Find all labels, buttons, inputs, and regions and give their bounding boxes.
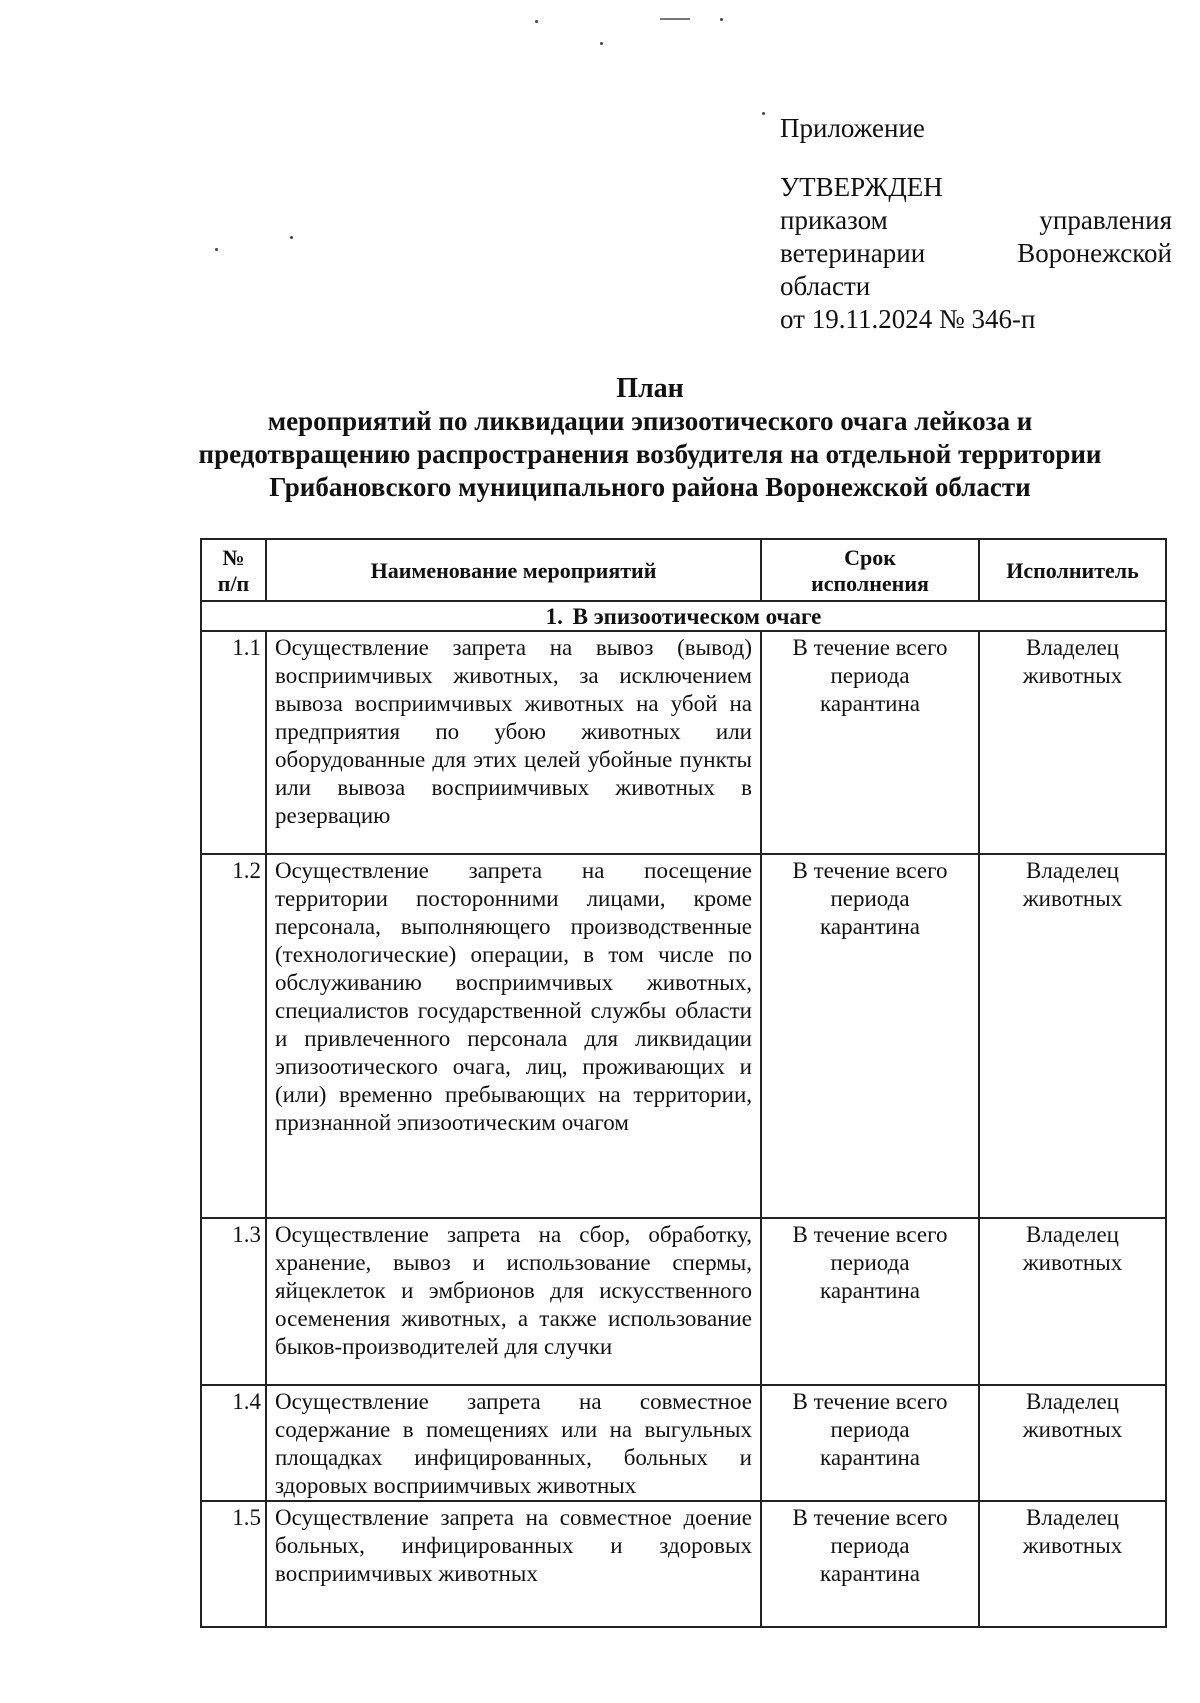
scan-speck [600, 42, 603, 45]
row-executor [979, 854, 1166, 1218]
row-executor-line: животных [1022, 1533, 1123, 1558]
table-row [201, 1218, 1166, 1385]
row-measure: Осуществление запрета на совместное доение больных, инфицированных и здоровых восприимчивых животных [266, 1501, 761, 1627]
section-number: 1. [545, 604, 563, 629]
row-executor [979, 1218, 1166, 1385]
row-term-line: В течение всего [792, 1222, 948, 1247]
table-row [201, 631, 1166, 854]
row-term-line: периода [830, 663, 910, 688]
approval-line-2-left: ветеринарии [780, 238, 926, 268]
approval-line-1 [780, 204, 1172, 237]
row-term-line: карантина [820, 1561, 920, 1586]
approval-line-1-right: управления [1039, 205, 1172, 235]
row-term-line: периода [830, 1533, 910, 1558]
row-term [761, 1218, 979, 1385]
title-line-1: мероприятий по ликвидации эпизоотического очага лейкоза и [267, 406, 1033, 436]
row-term [761, 631, 979, 854]
scan-speck [720, 18, 723, 21]
annex-label: Приложение [780, 113, 925, 143]
row-term-line: В течение всего [792, 858, 948, 883]
header-number-line-2: п/п [217, 571, 250, 596]
row-term [761, 1385, 979, 1501]
row-term-line: В течение всего [792, 1505, 948, 1530]
row-executor-line: животных [1022, 1250, 1123, 1275]
table-row [201, 854, 1166, 1218]
row-term [761, 1501, 979, 1627]
approved-label: УТВЕРЖДЕН [780, 172, 943, 202]
table-header-row [201, 539, 1166, 601]
title-line-2: предотвращению распространения возбудителя на отдельной территории [198, 439, 1102, 469]
row-term-line: карантина [820, 1445, 920, 1470]
row-executor-line: животных [1022, 1417, 1123, 1442]
row-measure: Осуществление запрета на посещение территории посторонними лицами, кроме персонала, выполняющего производственные (технологические) операции, в том числе по обслуживанию восприимчивых животных, специалистов государственной службы области и привлеченного персонала для ликвидации эпизоотического очага, лиц, проживающих и (или) временно пребывающих на территории, признанной эпизоотическим очагом [266, 854, 761, 1218]
approval-line-2-right: Воронежской [1017, 238, 1172, 268]
table-row [201, 1385, 1166, 1501]
header-name: Наименование мероприятий [266, 539, 761, 601]
row-executor [979, 1385, 1166, 1501]
row-term [761, 854, 979, 1218]
header-term-line-1: Срок [844, 545, 896, 570]
row-term-line: периода [830, 1250, 910, 1275]
table-row [201, 1501, 1166, 1627]
row-executor-line: Владелец [1026, 1222, 1119, 1247]
row-executor-line: Владелец [1026, 635, 1119, 660]
row-number: 1.3 [201, 1218, 266, 1385]
approval-line-3: области [780, 271, 871, 301]
scan-speck [215, 248, 218, 251]
row-executor-line: животных [1022, 663, 1123, 688]
row-term-line: карантина [820, 691, 920, 716]
plan-table [200, 538, 1167, 1628]
title-line-3: Грибановского муниципального района Воронежской области [269, 472, 1031, 502]
header-executor: Исполнитель [979, 539, 1166, 601]
scan-speck [290, 236, 293, 239]
row-executor-line: животных [1022, 886, 1123, 911]
row-number: 1.4 [201, 1385, 266, 1501]
header-number [201, 539, 266, 601]
approval-order-date: от 19.11.2024 № 346-п [780, 304, 1036, 334]
row-executor-line: Владелец [1026, 1389, 1119, 1414]
header-term-line-2: исполнения [811, 571, 929, 596]
approval-line-1-left: приказом [780, 205, 888, 235]
row-term-line: карантина [820, 1278, 920, 1303]
row-term-line: карантина [820, 914, 920, 939]
document-title [150, 372, 1150, 504]
header-number-line-1: № [222, 545, 245, 570]
row-executor-line: Владелец [1026, 1505, 1119, 1530]
row-term-line: В течение всего [792, 635, 948, 660]
row-executor [979, 1501, 1166, 1627]
row-measure: Осуществление запрета на вывоз (вывод) восприимчивых животных, за исключением вывоза восприимчивых животных на убой на предприятия по убою животных или оборудованные для этих целей убойные пункты или вывоза восприимчивых животных в резервацию [266, 631, 761, 854]
row-number: 1.2 [201, 854, 266, 1218]
scan-speck [762, 112, 765, 115]
section-title-text: В эпизоотическом очаге [572, 604, 822, 629]
approval-line-2 [780, 237, 1172, 270]
row-measure: Осуществление запрета на совместное содержание в помещениях или на выгульных площадках инфицированных, больных и здоровых восприимчивых животных [266, 1385, 761, 1501]
approval-block [780, 112, 1172, 336]
title-main: План [616, 373, 684, 404]
row-executor-line: Владелец [1026, 858, 1119, 883]
row-executor [979, 631, 1166, 854]
row-number: 1.1 [201, 631, 266, 854]
row-term-line: периода [830, 886, 910, 911]
row-term-line: В течение всего [792, 1389, 948, 1414]
scan-speck [660, 18, 690, 20]
section-title [201, 601, 1166, 631]
row-measure: Осуществление запрета на сбор, обработку, хранение, вывоз и использование спермы, яйцеклеток и эмбрионов для искусственного осеменения животных, а также использование быков-производителей для случки [266, 1218, 761, 1385]
row-number: 1.5 [201, 1501, 266, 1627]
scan-speck [535, 20, 538, 23]
row-term-line: периода [830, 1417, 910, 1442]
header-term [761, 539, 979, 601]
section-row [201, 601, 1166, 631]
